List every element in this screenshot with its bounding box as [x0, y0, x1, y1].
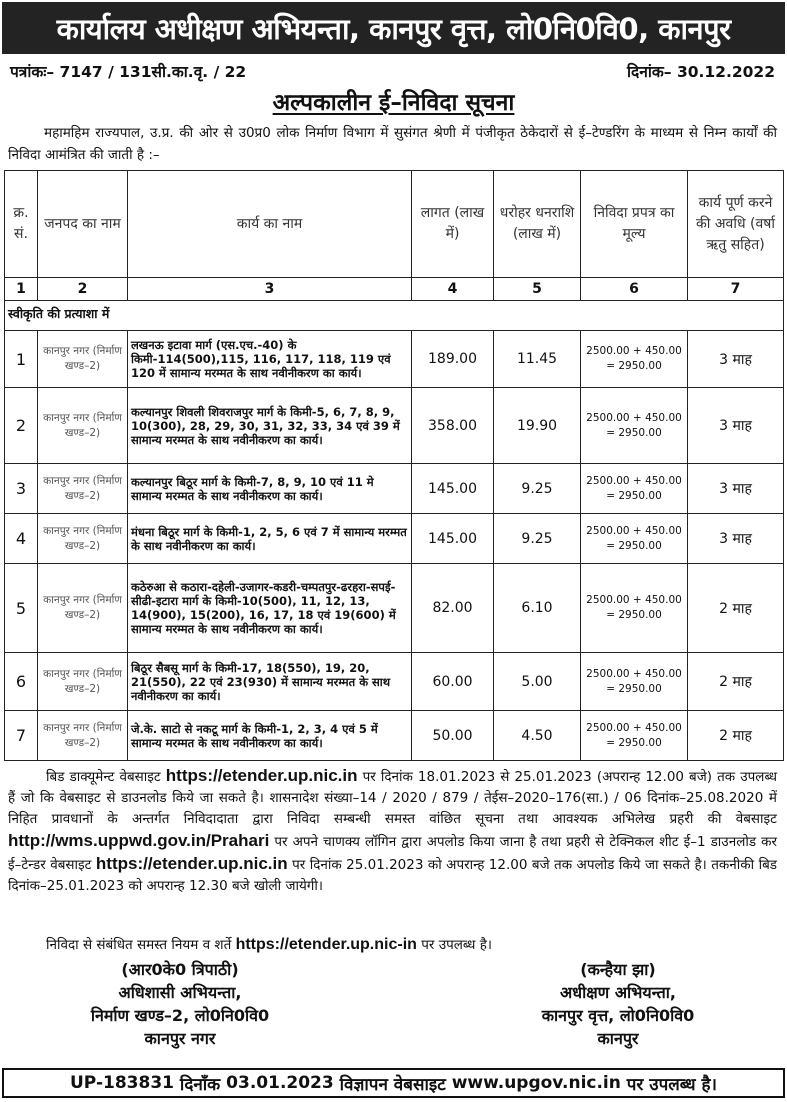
notice-date: दिनांक– 30.12.2022 [627, 63, 775, 81]
row-cost: 82.00 [412, 564, 494, 653]
row-cost: 189.00 [412, 331, 494, 388]
fee-line-2: = 2950.00 [606, 360, 662, 372]
etender-link-2[interactable]: https://etender.up.nic.in [95, 854, 288, 873]
row-cost: 358.00 [412, 388, 494, 464]
table-row [5, 514, 784, 564]
row-period: 2 माह [688, 653, 784, 711]
table-header-row [5, 171, 784, 278]
row-sn: 4 [5, 514, 38, 564]
fee-line-2: = 2950.00 [606, 426, 662, 439]
fee-line-1: 2500.00 + 450.00 [586, 594, 682, 606]
row-sn: 3 [5, 464, 38, 514]
etender-link[interactable]: https://etender.up.nic.in [165, 766, 358, 785]
col-header-deposit: धरोहर धनराशि (लाख में) [494, 171, 581, 278]
row-fee [581, 711, 688, 761]
row-period: 3 माह [688, 464, 784, 514]
row-sn: 2 [5, 388, 38, 464]
terms-line [8, 934, 777, 956]
table-row [5, 564, 784, 653]
row-district: कानपुर नगर (निर्माण खण्ड–2) [38, 564, 128, 653]
fee-line-1: 2500.00 + 450.00 [586, 474, 682, 487]
signatory-place: कानपुर [597, 1029, 639, 1048]
bid-instructions [8, 765, 777, 897]
signatory-name: (आर0के0 त्रिपाठी) [121, 960, 239, 979]
row-cost: 145.00 [412, 514, 494, 564]
signatory-office: निर्माण खण्ड–2, लो0नि0वि0 [90, 1006, 270, 1025]
footer-end: पर उपलब्ध है। [620, 1074, 717, 1095]
row-deposit: 9.25 [494, 514, 581, 564]
office-header [2, 2, 785, 54]
row-period: 2 माह [688, 711, 784, 761]
signature-superintending-engineer [468, 958, 768, 1050]
instructions-text: बिड डाक्यूमेन्ट वेबसाइट [46, 769, 166, 785]
col-number: 3 [128, 278, 412, 301]
table-row [5, 464, 784, 514]
fee-line-2: = 2950.00 [606, 682, 662, 695]
footer-date: 03.01.2023 [226, 1073, 334, 1093]
reference-line [10, 58, 775, 84]
row-period: 3 माह [688, 331, 784, 388]
row-deposit: 4.50 [494, 711, 581, 761]
row-period: 3 माह [688, 514, 784, 564]
row-cost: 50.00 [412, 711, 494, 761]
prahari-link[interactable]: http://wms.uppwd.gov.in/Prahari [8, 831, 270, 850]
row-work: कल्यानपुर बिठूर मार्ग के किमी-7, 8, 9, 10 एवं 11 मे सामान्य मरम्मत के साथ नवीनीकरण का कार्य। [128, 464, 412, 514]
footer-mid: विज्ञापन वेबसाइट [333, 1074, 452, 1095]
row-cost: 60.00 [412, 653, 494, 711]
col-number: 2 [38, 278, 128, 301]
terms-text: निविदा से संबंधित समस्त नियम व शर्ते [46, 937, 236, 953]
col-number: 5 [494, 278, 581, 301]
signatory-place: कानपुर नगर [144, 1029, 216, 1048]
row-deposit: 9.25 [494, 464, 581, 514]
fee-line-1: 2500.00 + 450.00 [586, 345, 682, 357]
row-deposit: 11.45 [494, 331, 581, 388]
row-work: बिठूर सैबसू मार्ग के किमी-17, 18(550), 19, 20, 21(550), 22 एवं 23(930) में सामान्य मरम्मत के साथ नवीनीकरण का कार्य। [128, 653, 412, 711]
row-fee [581, 464, 688, 514]
footer-site-link[interactable]: www.upgov.nic.in [451, 1073, 621, 1093]
signature-executive-engineer [30, 958, 330, 1050]
fee-line-1: 2500.00 + 450.00 [586, 524, 682, 537]
fee-line-2: = 2950.00 [606, 539, 662, 552]
row-deposit: 19.90 [494, 388, 581, 464]
column-number-row [5, 278, 784, 301]
instructions-text: पर दिनांक 25.01.2023 को अपरान्ह 12.00 बजे तक अपलोड किये जा सकते है। तकनीकी बिड दिनांक–25.01.2023 को अपरान्ह 12.30 बजे खोली जायेगी। [8, 857, 777, 894]
section-row [5, 301, 784, 331]
col-number: 4 [412, 278, 494, 301]
instructions-text: पर अपने चाणक्य लॉगिन द्वारा अपलोड किया जाना है तथा प्रहरी से टेक्निकल शीट ई–1 डाउनलोड कर ई–टेन्डर वेबसाइट [8, 834, 777, 873]
fee-line-2: = 2950.00 [606, 609, 662, 621]
row-sn: 6 [5, 653, 38, 711]
row-district: कानपुर नगर (निर्माण खण्ड–2) [38, 331, 128, 388]
col-header-fee: निविदा प्रपत्र का मूल्य [581, 171, 688, 278]
fee-line-1: 2500.00 + 450.00 [586, 721, 682, 734]
fee-line-2: = 2950.00 [606, 489, 662, 502]
col-header-district: जनपद का नाम [38, 171, 128, 278]
footer-date-label: दिनाँक [174, 1074, 227, 1095]
footer-ref: UP-183831 [70, 1073, 174, 1093]
office-title: कार्यालय अधीक्षण अभियन्ता, कानपुर वृत्त, लो0नि0वि0, कानपुर [56, 11, 731, 46]
row-deposit: 5.00 [494, 653, 581, 711]
row-work: जे.के. साटो से नकटू मार्ग के किमी-1, 2, 3, 4 एवं 5 में सामान्य मरम्मत के साथ नवीनीकरण का कार्य। [128, 711, 412, 761]
row-sn: 7 [5, 711, 38, 761]
table-row [5, 331, 784, 388]
row-fee [581, 331, 688, 388]
fee-line-1: 2500.00 + 450.00 [586, 411, 682, 424]
fee-line-2: = 2950.00 [606, 736, 662, 749]
row-deposit: 6.10 [494, 564, 581, 653]
row-period: 3 माह [688, 388, 784, 464]
row-work: मंधना बिठूर मार्ग के किमी-1, 2, 5, 6 एवं 7 में सामान्य मरम्मत के साथ नवीनीकरण का कार्य। [128, 514, 412, 564]
col-header-sn: क्र. सं. [5, 171, 38, 278]
table-row [5, 711, 784, 761]
notice-title [0, 85, 787, 117]
row-fee [581, 564, 688, 653]
col-number: 6 [581, 278, 688, 301]
signatory-designation: अधीक्षण अभियन्ता, [560, 983, 676, 1002]
col-header-work: कार्य का नाम [128, 171, 412, 278]
row-district: कानपुर नगर (निर्माण खण्ड–2) [38, 388, 128, 464]
table-row [5, 653, 784, 711]
row-district: कानपुर नगर (निर्माण खण्ड–2) [38, 464, 128, 514]
row-cost: 145.00 [412, 464, 494, 514]
row-district: कानपुर नगर (निर्माण खण्ड–2) [38, 514, 128, 564]
col-header-period: कार्य पूर्ण करने की अवधि (वर्षा ऋतु सहित) [688, 171, 784, 278]
terms-link[interactable]: https://etender.up.nic-in [235, 936, 417, 953]
signatory-designation: अधिशासी अभियन्ता, [118, 983, 242, 1002]
signatory-name: (कन्हैया झा) [580, 960, 656, 979]
col-number: 7 [688, 278, 784, 301]
row-fee [581, 653, 688, 711]
advertisement-footer [2, 1068, 785, 1098]
notice-title-text: अल्पकालीन ई–निविदा सूचना [272, 90, 515, 116]
row-work: कठेरुआ से कठारा-दहेली-उजागर-कडरी-चम्पतपुर-ढरहरा-सपई-सीढी-इटारा मार्ग के किमी-10(500), 11, 12, 13, 14(900), 15(200), 16, 17, 18 एवं 19(600) में सामान्य मरम्मत के साथ नवीनीकरण का कार्य। [128, 564, 412, 653]
col-number: 1 [5, 278, 38, 301]
fee-line-1: 2500.00 + 450.00 [586, 667, 682, 680]
row-fee [581, 514, 688, 564]
intro-paragraph: महामहिम राज्यपाल, उ.प्र. की ओर से उ0प्र0 लोक निर्माण विभाग में सुसंगत श्रेणी में पंजीकृत ठेकेदारों से ई–टेण्डरिंग के माध्यम से निम्न कार्यों की निविदा आमंत्रित की जाती है :– [8, 125, 777, 163]
table-row [5, 388, 784, 464]
section-label: स्वीकृति की प्रत्याशा में [5, 301, 784, 331]
instructions-text: पर दिनांक 18.01.2023 से 25.01.2023 (अपरान्ह 12.00 बजे) तक उपलब्ध हैं जो कि वेबसाइट से डाउनलोड किये जा सकते है। शासनादेश संख्या–14 / 2020 / 879 / तेईस–2020–176(सा.) / 06 दिनांक–25.08.2020 में निहित प्रावधानों के अन्तर्गत निविदादाता द्वारा निविदा सम्बन्धी समस्त वांछित सूचना तथा आवश्यक अभिलेख प्रहरी की वेबसाइट [8, 769, 777, 827]
row-period: 2 माह [688, 564, 784, 653]
col-header-cost: लागत (लाख में) [412, 171, 494, 278]
letter-number: पत्रांकः– 7147 / 131सी.का.वृ. / 22 [10, 63, 247, 81]
row-district: कानपुर नगर (निर्माण खण्ड–2) [38, 711, 128, 761]
row-fee [581, 388, 688, 464]
terms-text: पर उपलब्ध है। [416, 937, 493, 953]
row-work: लखनऊ इटावा मार्ग (एस.एच.-40) के किमी-114(500),115, 116, 117, 118, 119 एवं 120 में सामान्य मरम्मत के साथ नवीनीकरण का कार्य। [128, 331, 412, 388]
row-sn: 5 [5, 564, 38, 653]
row-sn: 1 [5, 331, 38, 388]
signatory-office: कानपुर वृत्त, लो0नि0वि0 [541, 1006, 695, 1025]
row-district: कानपुर नगर (निर्माण खण्ड–2) [38, 653, 128, 711]
tender-table [4, 170, 784, 761]
row-work: कल्यानपुर शिवली शिवराजपुर मार्ग के किमी-5, 6, 7, 8, 9, 10(300), 28, 29, 30, 31, 32, 33, 34 एवं 39 में सामान्य मरम्मत के साथ नवीनीकरण का कार्य। [128, 388, 412, 464]
